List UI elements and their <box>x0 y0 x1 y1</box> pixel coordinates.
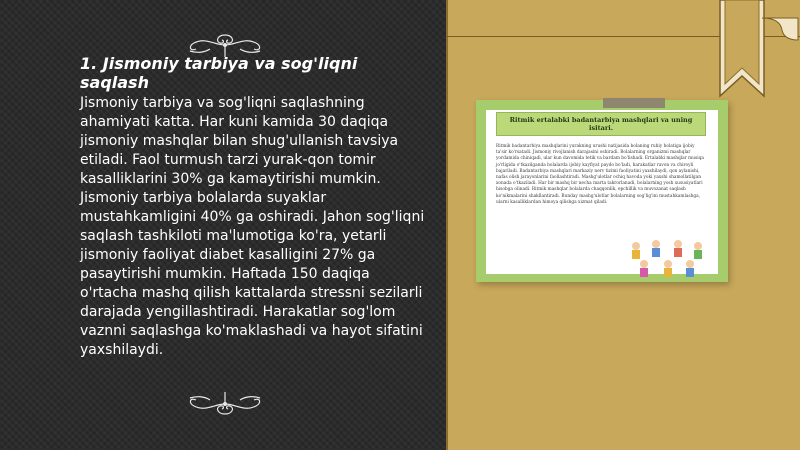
ribbon-bookmark-icon <box>718 0 766 98</box>
image-card-header: Ritmik ertalabki badantarbiya mashqlari va uning isitari. <box>496 112 706 136</box>
flourish-ornament-icon <box>182 390 268 416</box>
page-curl-icon <box>760 16 800 42</box>
tape-strip <box>603 98 665 108</box>
children-illustration <box>622 238 708 278</box>
image-card-text: Ritmik badantarbiya mashqlarini yurakning urushi natijasida bolaning ruhiy holatiga ijobiy ta'sir ko'rsatadi. Jismoniy rivojlanish darajasini oshiradi. Bolalarning organizmi mashqlar yordamida chiniqadi, ular kun davomida tetik va bardam bo'lishadi. Ertalabki mashqlar musiqa jo'rligida o'tkazilganda bolalarda ijobiy kayfiyat paydo bo'ladi, harakatlar ravon va chiroyli bajariladi. Badantarbiya mashqlari markaziy nerv tizimi faoliyatini yaxshilaydi, qon aylanishi, nafas olish jarayonlarini faollashtiradi. Mashg'ulotlar ochiq havoda yoki yaxshi shamollatilgan xonada o'tkaziladi. Har bir mashq bir necha marta takrorlanadi, bolalarning yosh xususiyatlari hisobga olinadi. Ritmik mashqlar bolalarda chaqqonlik, epchillik va muvozanat saqlash ko'nikmalarini shakllantiradi. Bunday mashg'ulotlar bolalarning sog'lig'ini mustahkamlashga, ularni kasalliklardan himoya qilishga xizmat qiladi. <box>496 144 704 205</box>
panel-divider <box>446 0 448 450</box>
slide-body-text: Jismoniy tarbiya va sog'liqni saqlashning ahamiyati katta. Har kuni kamida 30 daqiqa jismoniy mashqlar bilan shug'ullanish tavsiya etiladi. Faol turmush tarzi yurak-qon tomir kasalliklarini 30% ga kamaytirishi mumkin. Jismoniy tarbiya bolalarda suyaklar mustahkamligini 40% ga oshiradi. Jahon sog'liqni saqlash tashkiloti ma'lumotiga ko'ra, yetarli jismoniy faoliyat diabet kasalligini 27% ga pasaytirishi mumkin. Haftada 150 daqiqa o'rtacha mashq qilish kattalarda stressni sezilarli darajada yengillashtiradi. Harakatlar sog'lom vaznni saqlashga ko'maklashadi va hayot sifatini yaxshilaydi. <box>80 95 425 358</box>
slide-title: 1. Jismoniy tarbiya va sog'liqni saqlash <box>80 54 358 92</box>
